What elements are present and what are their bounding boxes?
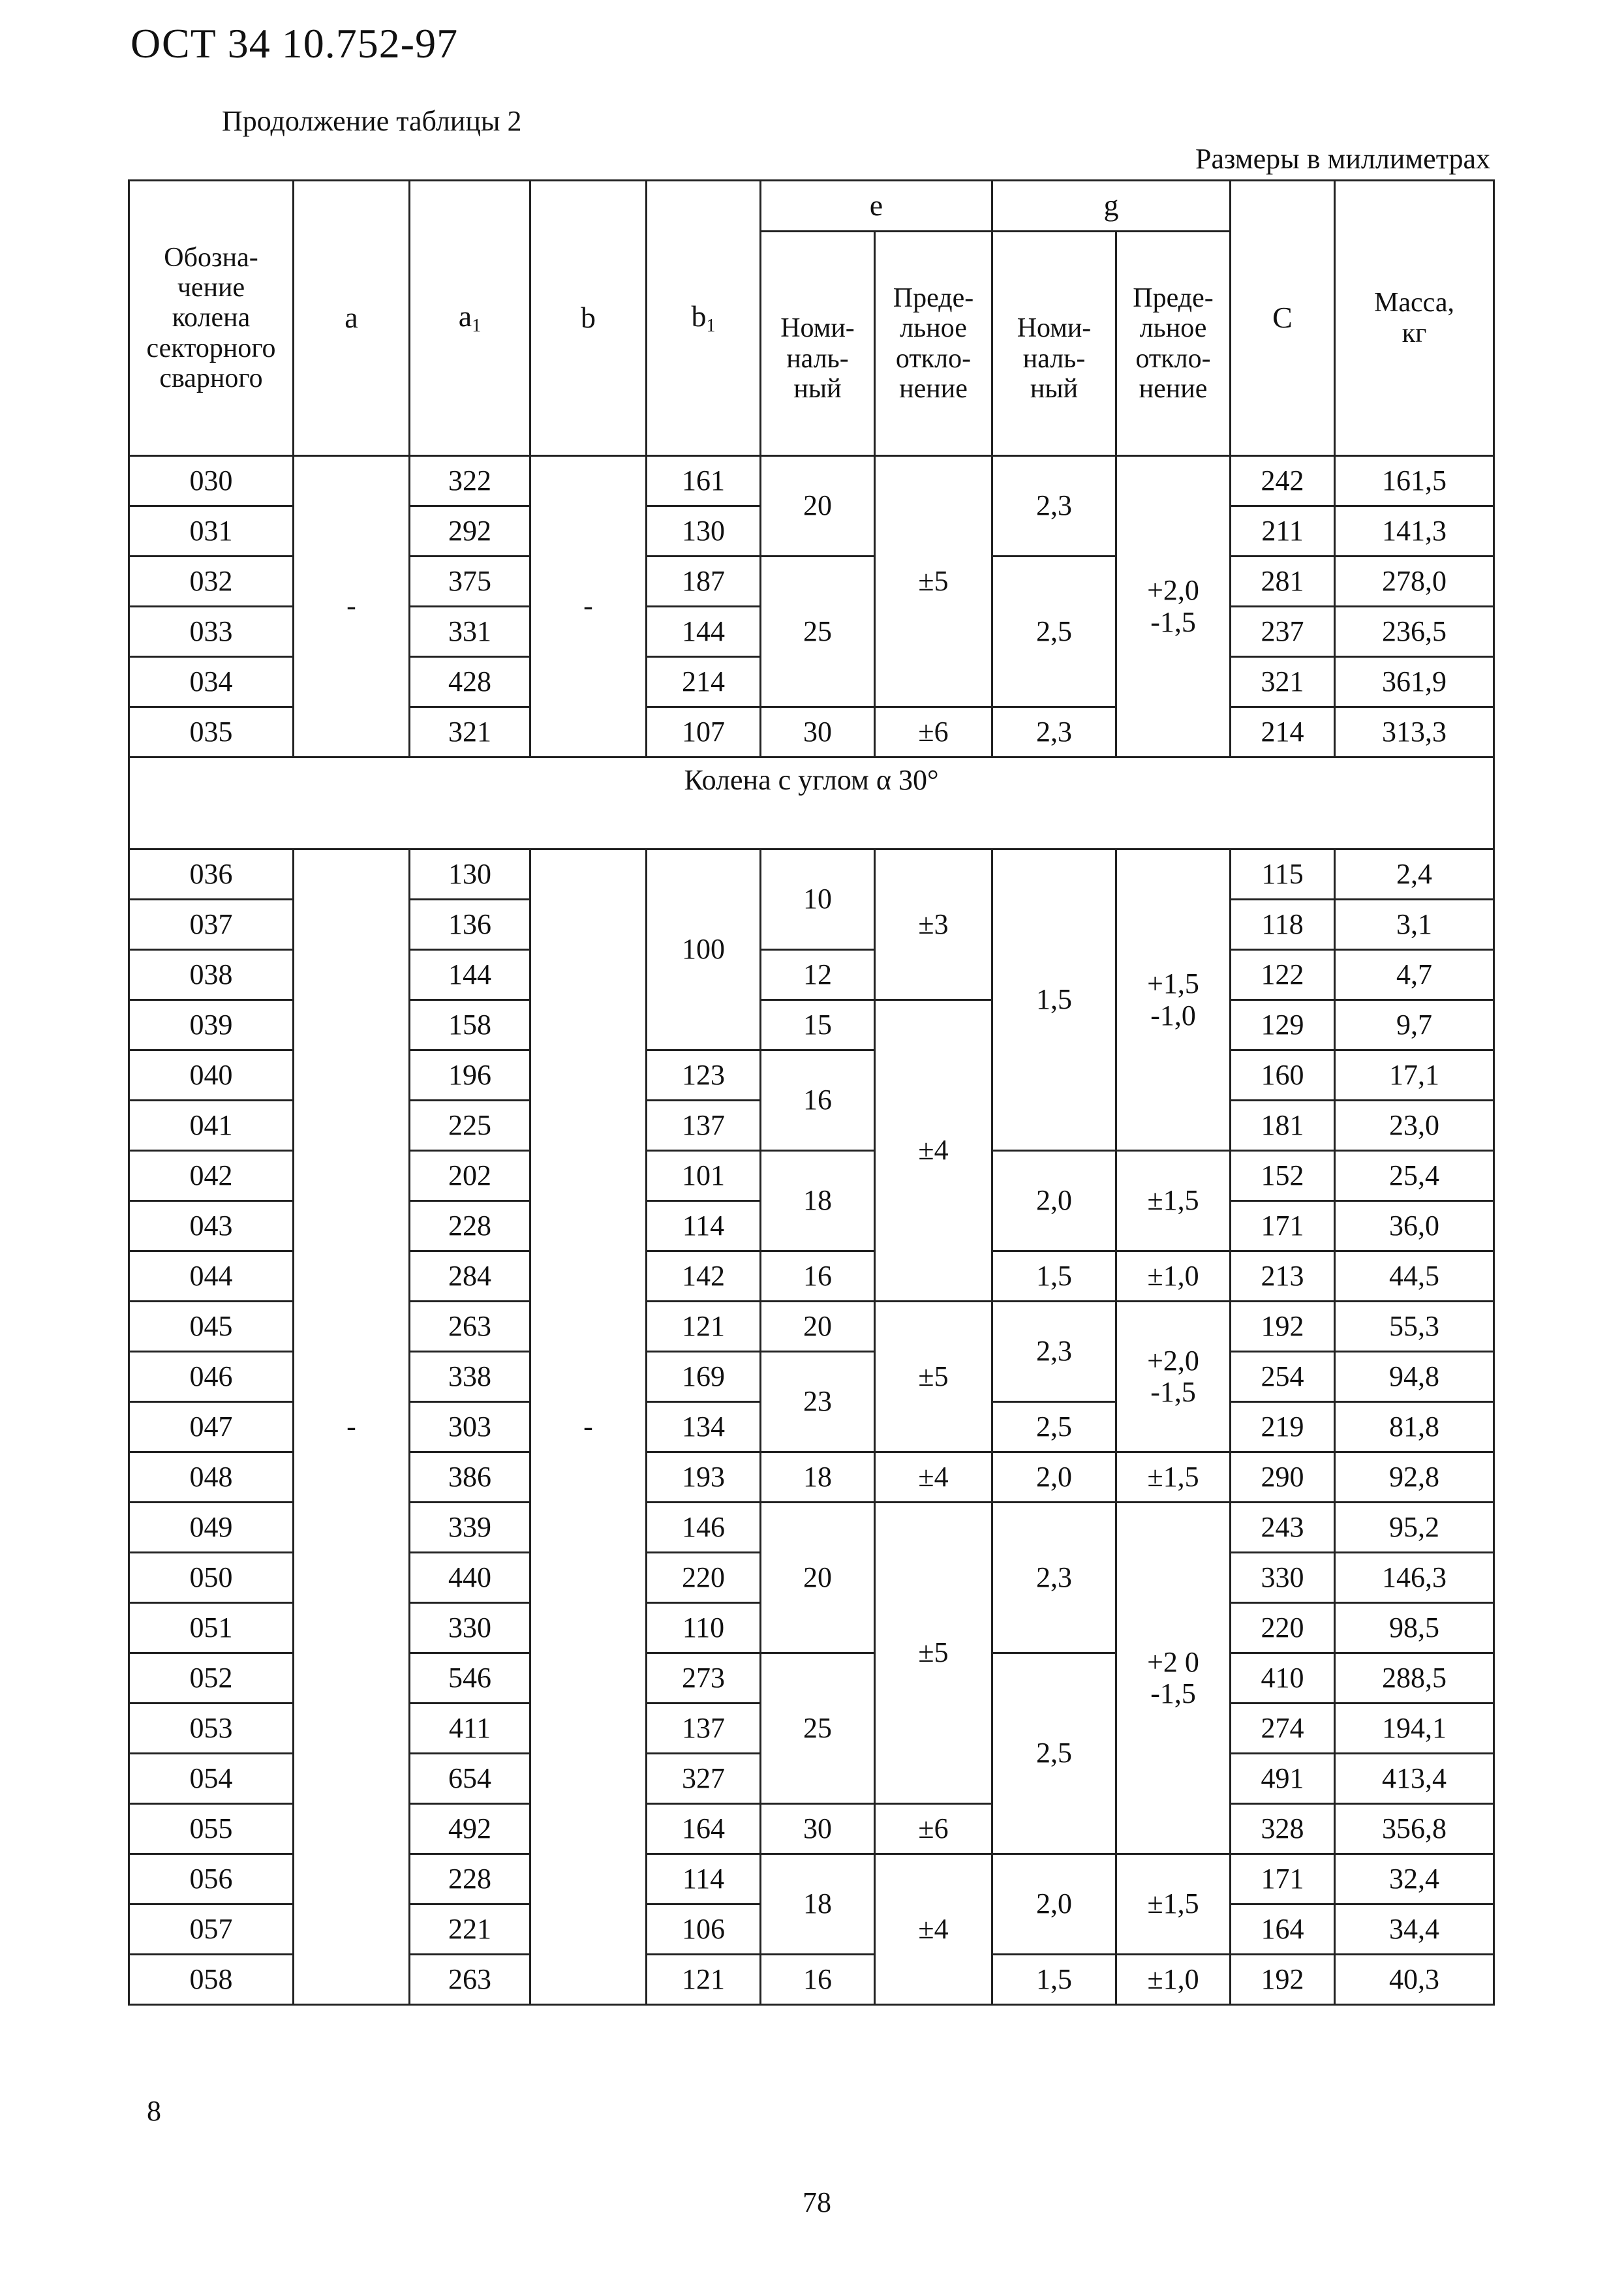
header-a: a xyxy=(294,181,410,456)
e-tolerance-cell: ±6 xyxy=(875,707,992,757)
designation-cell: 032 xyxy=(129,557,294,607)
b1-cell: 101 xyxy=(647,1151,761,1201)
table-row xyxy=(129,849,1494,900)
g-nominal-cell: 2,5 xyxy=(992,1402,1116,1452)
c-cell: 192 xyxy=(1231,1302,1335,1352)
mass-cell: 44,5 xyxy=(1335,1251,1494,1302)
designation-cell: 034 xyxy=(129,657,294,707)
b1-cell: 114 xyxy=(647,1854,761,1904)
mass-cell: 92,8 xyxy=(1335,1452,1494,1503)
b1-cell: 134 xyxy=(647,1402,761,1452)
designation-cell: 042 xyxy=(129,1151,294,1201)
c-cell: 254 xyxy=(1231,1352,1335,1402)
c-cell: 274 xyxy=(1231,1704,1335,1754)
c-cell: 213 xyxy=(1231,1251,1335,1302)
designation-cell: 047 xyxy=(129,1402,294,1452)
b1-cell: 142 xyxy=(647,1251,761,1302)
designation-cell: 033 xyxy=(129,607,294,657)
b1-cell: 193 xyxy=(647,1452,761,1503)
designation-cell: 037 xyxy=(129,900,294,950)
header-e-nominal: Номи- наль- ный xyxy=(761,232,875,456)
b-cell: - xyxy=(530,456,647,757)
e-tolerance-cell: ±4 xyxy=(875,1854,992,2005)
e-nominal-cell: 16 xyxy=(761,1050,875,1151)
mass-cell: 236,5 xyxy=(1335,607,1494,657)
a1-cell: 654 xyxy=(410,1754,530,1804)
a1-cell: 158 xyxy=(410,1000,530,1050)
mass-cell: 4,7 xyxy=(1335,950,1494,1000)
a1-cell: 330 xyxy=(410,1603,530,1653)
e-tolerance-cell: ±5 xyxy=(875,1503,992,1804)
b1-cell: 107 xyxy=(647,707,761,757)
g-nominal-cell: 1,5 xyxy=(992,849,1116,1151)
g-nominal-cell: 2,0 xyxy=(992,1452,1116,1503)
c-cell: 171 xyxy=(1231,1201,1335,1251)
designation-cell: 052 xyxy=(129,1653,294,1704)
g-nominal-cell: 2,0 xyxy=(992,1854,1116,1955)
c-cell: 122 xyxy=(1231,950,1335,1000)
header-b1: $b_1$ xyxy=(647,181,761,456)
b1-cell: 214 xyxy=(647,657,761,707)
section-label: Колена с углом α 30° xyxy=(129,757,1494,849)
c-cell: 115 xyxy=(1231,849,1335,900)
a1-cell: 292 xyxy=(410,506,530,557)
mass-cell: 55,3 xyxy=(1335,1302,1494,1352)
designation-cell: 051 xyxy=(129,1603,294,1653)
g-nominal-cell: 2,3 xyxy=(992,1503,1116,1653)
designation-cell: 053 xyxy=(129,1704,294,1754)
designation-cell: 057 xyxy=(129,1904,294,1955)
header-a1: $a_1$ xyxy=(410,181,530,456)
a1-cell: 492 xyxy=(410,1804,530,1854)
designation-cell: 039 xyxy=(129,1000,294,1050)
c-cell: 160 xyxy=(1231,1050,1335,1101)
header-c: C xyxy=(1231,181,1335,456)
g-nominal-cell: 1,5 xyxy=(992,1251,1116,1302)
mass-cell: 2,4 xyxy=(1335,849,1494,900)
mass-cell: 98,5 xyxy=(1335,1603,1494,1653)
c-cell: 118 xyxy=(1231,900,1335,950)
b1-cell: 164 xyxy=(647,1804,761,1854)
b1-cell: 106 xyxy=(647,1904,761,1955)
designation-cell: 030 xyxy=(129,456,294,506)
b1-cell: 137 xyxy=(647,1101,761,1151)
e-nominal-cell: 16 xyxy=(761,1251,875,1302)
b1-cell: 121 xyxy=(647,1955,761,2005)
designation-cell: 050 xyxy=(129,1553,294,1603)
c-cell: 211 xyxy=(1231,506,1335,557)
c-cell: 330 xyxy=(1231,1553,1335,1603)
a1-cell: 303 xyxy=(410,1402,530,1452)
b1-cell: 137 xyxy=(647,1704,761,1754)
g-nominal-cell: 2,3 xyxy=(992,1302,1116,1402)
table-row xyxy=(129,456,1494,506)
designation-cell: 058 xyxy=(129,1955,294,2005)
designation-cell: 046 xyxy=(129,1352,294,1402)
document-code: ОСТ 34 10.752-97 xyxy=(130,20,459,67)
b1-cell: 114 xyxy=(647,1201,761,1251)
designation-cell: 040 xyxy=(129,1050,294,1101)
header-g-nominal: Номи- наль- ный xyxy=(992,232,1116,456)
c-cell: 410 xyxy=(1231,1653,1335,1704)
g-nominal-cell: 2,5 xyxy=(992,557,1116,707)
dimensions-table xyxy=(128,179,1495,2006)
g-nominal-cell: 2,0 xyxy=(992,1151,1116,1251)
a1-cell: 196 xyxy=(410,1050,530,1101)
a1-cell: 263 xyxy=(410,1302,530,1352)
e-nominal-cell: 15 xyxy=(761,1000,875,1050)
a1-cell: 331 xyxy=(410,607,530,657)
b1-cell: 110 xyxy=(647,1603,761,1653)
designation-cell: 031 xyxy=(129,506,294,557)
c-cell: 181 xyxy=(1231,1101,1335,1151)
g-tolerance-cell: +2,0 -1,5 xyxy=(1116,456,1231,757)
e-nominal-cell: 20 xyxy=(761,1302,875,1352)
g-tolerance-cell: ±1,5 xyxy=(1116,1854,1231,1955)
mass-cell: 161,5 xyxy=(1335,456,1494,506)
e-nominal-cell: 16 xyxy=(761,1955,875,2005)
e-nominal-cell: 25 xyxy=(761,557,875,707)
e-tolerance-cell: ±4 xyxy=(875,1452,992,1503)
c-cell: 290 xyxy=(1231,1452,1335,1503)
e-nominal-cell: 12 xyxy=(761,950,875,1000)
c-cell: 242 xyxy=(1231,456,1335,506)
b1-cell: 161 xyxy=(647,456,761,506)
mass-cell: 288,5 xyxy=(1335,1653,1494,1704)
c-cell: 164 xyxy=(1231,1904,1335,1955)
e-tolerance-cell: ±5 xyxy=(875,456,992,707)
header-b: b xyxy=(530,181,647,456)
designation-cell: 054 xyxy=(129,1754,294,1804)
page-number-bottom: 78 xyxy=(803,2186,831,2218)
designation-cell: 045 xyxy=(129,1302,294,1352)
e-nominal-cell: 18 xyxy=(761,1854,875,1955)
e-nominal-cell: 18 xyxy=(761,1151,875,1251)
mass-cell: 3,1 xyxy=(1335,900,1494,950)
a1-cell: 225 xyxy=(410,1101,530,1151)
designation-cell: 049 xyxy=(129,1503,294,1553)
a1-cell: 144 xyxy=(410,950,530,1000)
designation-cell: 043 xyxy=(129,1201,294,1251)
b1-cell: 123 xyxy=(647,1050,761,1101)
header-g-limit: Преде- льное откло- нение xyxy=(1116,232,1231,456)
b1-cell: 100 xyxy=(647,849,761,1050)
mass-cell: 146,3 xyxy=(1335,1553,1494,1603)
a1-cell: 322 xyxy=(410,456,530,506)
b1-cell: 327 xyxy=(647,1754,761,1804)
section-row xyxy=(129,757,1494,849)
header-e-limit: Преде- льное откло- нение xyxy=(875,232,992,456)
mass-cell: 81,8 xyxy=(1335,1402,1494,1452)
g-nominal-cell: 1,5 xyxy=(992,1955,1116,2005)
c-cell: 129 xyxy=(1231,1000,1335,1050)
c-cell: 192 xyxy=(1231,1955,1335,2005)
e-tolerance-cell: ±6 xyxy=(875,1804,992,1854)
mass-cell: 361,9 xyxy=(1335,657,1494,707)
c-cell: 328 xyxy=(1231,1804,1335,1854)
g-tolerance-cell: ±1,0 xyxy=(1116,1251,1231,1302)
mass-cell: 36,0 xyxy=(1335,1201,1494,1251)
e-nominal-cell: 10 xyxy=(761,849,875,950)
a1-cell: 339 xyxy=(410,1503,530,1553)
c-cell: 214 xyxy=(1231,707,1335,757)
mass-cell: 278,0 xyxy=(1335,557,1494,607)
a1-cell: 546 xyxy=(410,1653,530,1704)
a-cell: - xyxy=(294,456,410,757)
b1-cell: 220 xyxy=(647,1553,761,1603)
e-nominal-cell: 30 xyxy=(761,1804,875,1854)
c-cell: 237 xyxy=(1231,607,1335,657)
c-cell: 171 xyxy=(1231,1854,1335,1904)
mass-cell: 413,4 xyxy=(1335,1754,1494,1804)
mass-cell: 25,4 xyxy=(1335,1151,1494,1201)
mass-cell: 313,3 xyxy=(1335,707,1494,757)
c-cell: 491 xyxy=(1231,1754,1335,1804)
g-tolerance-cell: +2,0 -1,5 xyxy=(1116,1302,1231,1452)
mass-cell: 194,1 xyxy=(1335,1704,1494,1754)
a1-cell: 375 xyxy=(410,557,530,607)
e-nominal-cell: 30 xyxy=(761,707,875,757)
header-designation: Обозна- чение колена секторного сварного xyxy=(129,181,294,456)
e-tolerance-cell: ±3 xyxy=(875,849,992,1000)
a1-cell: 228 xyxy=(410,1854,530,1904)
mass-cell: 141,3 xyxy=(1335,506,1494,557)
a1-cell: 338 xyxy=(410,1352,530,1402)
e-nominal-cell: 20 xyxy=(761,456,875,557)
designation-cell: 048 xyxy=(129,1452,294,1503)
designation-cell: 035 xyxy=(129,707,294,757)
a1-cell: 284 xyxy=(410,1251,530,1302)
mass-cell: 23,0 xyxy=(1335,1101,1494,1151)
e-tolerance-cell: ±5 xyxy=(875,1302,992,1452)
designation-cell: 041 xyxy=(129,1101,294,1151)
a-cell: - xyxy=(294,849,410,2005)
a1-cell: 202 xyxy=(410,1151,530,1201)
g-nominal-cell: 2,5 xyxy=(992,1653,1116,1854)
g-tolerance-cell: ±1,5 xyxy=(1116,1452,1231,1503)
header-e: e xyxy=(761,181,992,232)
a1-cell: 411 xyxy=(410,1704,530,1754)
g-nominal-cell: 2,3 xyxy=(992,456,1116,557)
c-cell: 219 xyxy=(1231,1402,1335,1452)
e-nominal-cell: 18 xyxy=(761,1452,875,1503)
a1-cell: 440 xyxy=(410,1553,530,1603)
e-nominal-cell: 23 xyxy=(761,1352,875,1452)
a1-cell: 221 xyxy=(410,1904,530,1955)
designation-cell: 055 xyxy=(129,1804,294,1854)
designation-cell: 056 xyxy=(129,1854,294,1904)
g-tolerance-cell: +1,5 -1,0 xyxy=(1116,849,1231,1151)
g-nominal-cell: 2,3 xyxy=(992,707,1116,757)
mass-cell: 94,8 xyxy=(1335,1352,1494,1402)
mass-cell: 40,3 xyxy=(1335,1955,1494,2005)
b1-cell: 130 xyxy=(647,506,761,557)
page-number-left: 8 xyxy=(147,2095,161,2127)
a1-cell: 428 xyxy=(410,657,530,707)
a1-cell: 386 xyxy=(410,1452,530,1503)
header-g: g xyxy=(992,181,1231,232)
b1-cell: 187 xyxy=(647,557,761,607)
e-tolerance-cell: ±4 xyxy=(875,1000,992,1302)
a1-cell: 263 xyxy=(410,1955,530,2005)
a1-cell: 130 xyxy=(410,849,530,900)
mass-cell: 9,7 xyxy=(1335,1000,1494,1050)
e-nominal-cell: 20 xyxy=(761,1503,875,1653)
mass-cell: 356,8 xyxy=(1335,1804,1494,1854)
b1-cell: 169 xyxy=(647,1352,761,1402)
designation-cell: 036 xyxy=(129,849,294,900)
c-cell: 220 xyxy=(1231,1603,1335,1653)
c-cell: 281 xyxy=(1231,557,1335,607)
designation-cell: 044 xyxy=(129,1251,294,1302)
g-tolerance-cell: +2 0 -1,5 xyxy=(1116,1503,1231,1854)
g-tolerance-cell: ±1,5 xyxy=(1116,1151,1231,1251)
a1-cell: 136 xyxy=(410,900,530,950)
units-note: Размеры в миллиметрах xyxy=(1195,143,1490,175)
b-cell: - xyxy=(530,849,647,2005)
b1-cell: 121 xyxy=(647,1302,761,1352)
header-mass: Масса, кг xyxy=(1335,181,1494,456)
mass-cell: 95,2 xyxy=(1335,1503,1494,1553)
e-nominal-cell: 25 xyxy=(761,1653,875,1804)
g-tolerance-cell: ±1,0 xyxy=(1116,1955,1231,2005)
c-cell: 243 xyxy=(1231,1503,1335,1553)
b1-cell: 146 xyxy=(647,1503,761,1553)
designation-cell: 038 xyxy=(129,950,294,1000)
mass-cell: 34,4 xyxy=(1335,1904,1494,1955)
c-cell: 152 xyxy=(1231,1151,1335,1201)
b1-cell: 144 xyxy=(647,607,761,657)
a1-cell: 321 xyxy=(410,707,530,757)
a1-cell: 228 xyxy=(410,1201,530,1251)
table-continuation-caption: Продолжение таблицы 2 xyxy=(222,105,522,137)
mass-cell: 32,4 xyxy=(1335,1854,1494,1904)
c-cell: 321 xyxy=(1231,657,1335,707)
b1-cell: 273 xyxy=(647,1653,761,1704)
mass-cell: 17,1 xyxy=(1335,1050,1494,1101)
